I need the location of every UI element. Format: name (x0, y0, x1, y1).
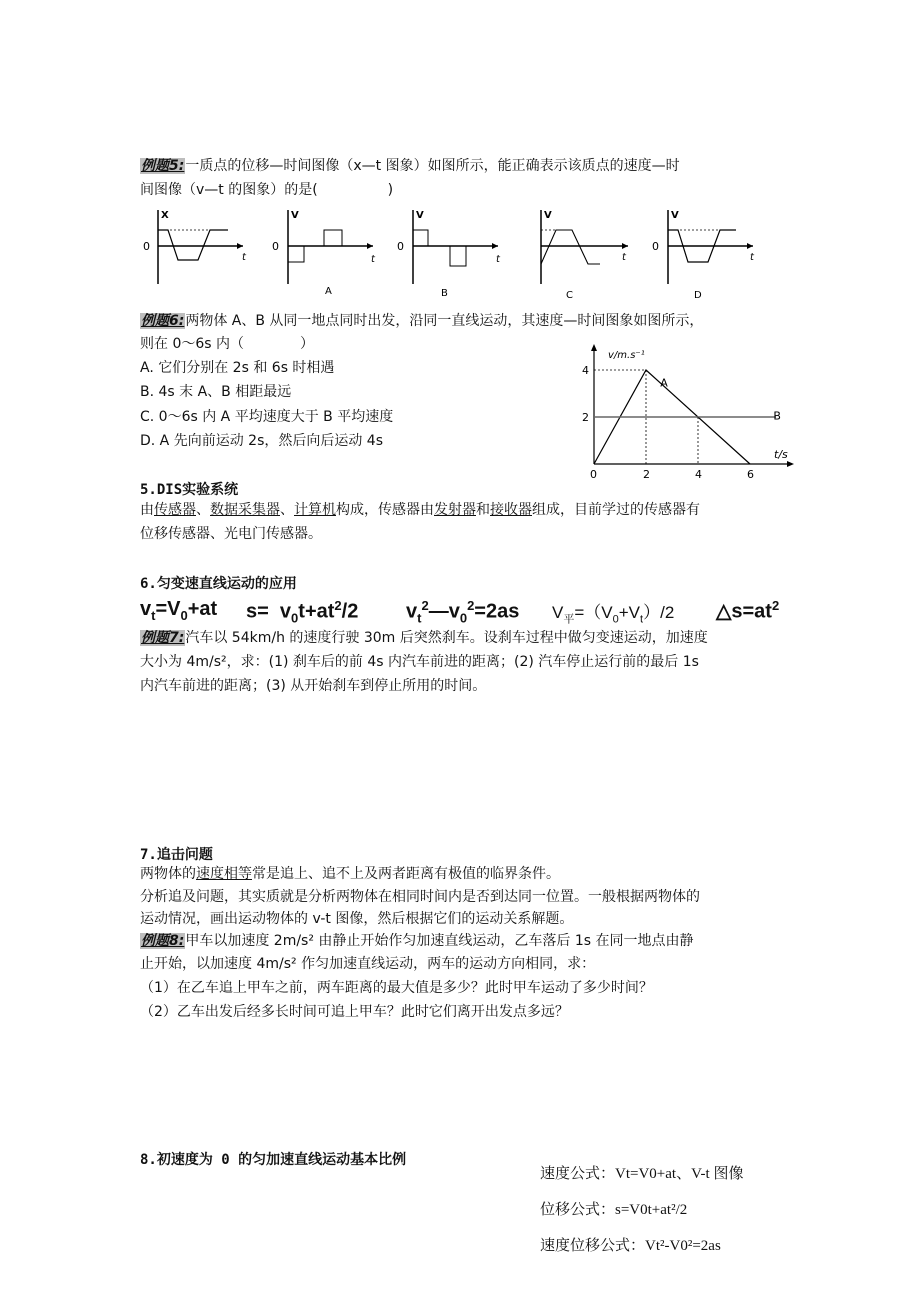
s7-line-3: 运动情况，画出运动物体的 v-t 图像，然后根据它们的运动关系解题。 (140, 911, 574, 927)
x-axis-label: t/s (774, 448, 788, 461)
svg-text:V: V (544, 210, 552, 221)
formula-5: $\triangle s=at^2$ (716, 598, 780, 623)
ex6-tag: 例题6: (141, 313, 185, 329)
s7-line-2: 分析追及问题，其实质就是分析两物体在相同时间内是否到达同一位置。一般根据两物体的 (140, 889, 700, 905)
ex8-line-2: 止开始，以加速度 4m/s² 作匀加速直线运动，两车的运动方向相同，求： (140, 956, 596, 972)
x-tick-2: 2 (643, 468, 650, 481)
y-tick-4: 4 (582, 364, 589, 377)
s6-heading: 6.匀变速直线运动的应用 (140, 576, 297, 592)
graph-d-label: D (694, 290, 702, 301)
ex6-option-d: D. A 先向前运动 2s，然后向后运动 4s (140, 433, 384, 449)
ex7-line-2: 大小为 4m/s²，求：(1) 刹车后的前 4s 内汽车前进的距离；(2) 汽车停止运行前的最后 1s (140, 654, 699, 670)
x-tick-0: 0 (590, 468, 597, 481)
graph-a (272, 210, 376, 297)
ex7-line-3: 内汽车前进的距离；(3) 从开始刹车到停止所用的时间。 (140, 678, 487, 694)
formula-1: $v_t=V_0+at$ (140, 598, 218, 623)
term-computer: 计算机 (294, 502, 336, 518)
svg-text:t: t (622, 252, 626, 263)
ex8-line-3: （1）在乙车追上甲车之前，两车距离的最大值是多少？此时甲车运动了多少时间？ (140, 980, 653, 996)
ex5-text-1: 一质点的位移—时间图像（x—t 图象）如图所示，能正确表示该质点的速度—时 (185, 158, 680, 174)
ex8-tag: 例题8: (141, 933, 185, 949)
term-receiver: 接收器 (490, 502, 532, 518)
svg-text:0: 0 (652, 240, 659, 253)
ex8-line-4: （2）乙车出发后经多长时间可追上甲车？此时它们离开出发点多远？ (140, 1004, 569, 1020)
graph-b-label: B (441, 288, 448, 299)
graph-a-label: A (325, 286, 332, 297)
x-tick-4: 4 (695, 468, 702, 481)
s8-formula-velocity: 速度公式：Vt=V0+at、V-t 图像 (540, 1166, 744, 1182)
formula-4: $V_平=(V_0+V_t)/2$ (552, 603, 675, 626)
graph0-axis: X (161, 210, 169, 221)
graph-b (397, 210, 501, 299)
graph-x-t (143, 210, 247, 284)
ex6-text-1: 两物体 A、B 从同一地点同时出发，沿同一直线运动，其速度—时间图象如图所示， (185, 313, 704, 329)
s5-line-1: 由传感器、数据采集器、计算机构成，传感器由发射器和接收器组成，目前学过的传感器有 (140, 502, 700, 518)
vt-chart (580, 342, 800, 482)
ex6-option-a: A. 它们分别在 2s 和 6s 时相遇 (140, 360, 335, 376)
ex7-tag: 例题7: (141, 630, 185, 646)
s5-heading: 5.DIS实验系统 (140, 482, 239, 498)
s8-heading: 8.初速度为 0 的匀加速直线运动基本比例 (140, 1152, 407, 1168)
ex7-line-1: 例题7:汽车以 54km/h 的速度行驶 30m 后突然刹车。设刹车过程中做匀变速运动，加速度 (141, 630, 708, 646)
series-a-label: A (660, 376, 668, 390)
ex5-line-2: 间图像（v—t 的图象）的是( ) (140, 182, 394, 198)
svg-text:t: t (371, 254, 375, 265)
term-sensor: 传感器 (154, 502, 196, 518)
s5-line-2: 位移传感器、光电门传感器。 (140, 526, 322, 542)
graph0-t: t (242, 252, 246, 263)
graph-d (652, 210, 755, 301)
svg-text:t: t (496, 254, 500, 265)
ex6-line-1 (140, 311, 703, 331)
term-collector: 数据采集器 (210, 502, 280, 518)
ex5-line-1 (140, 156, 680, 176)
s7-line-1: 两物体的速度相等常是追上、追不上及两者距离有极值的临界条件。 (140, 866, 560, 882)
ex6-option-b: B. 4s 末 A、B 相距最远 (140, 384, 292, 400)
graph-c-label: C (566, 290, 573, 301)
svg-text:t: t (750, 252, 754, 263)
svg-text:0: 0 (272, 240, 279, 253)
s7-heading: 7.追击问题 (140, 847, 213, 863)
svg-text:V: V (416, 210, 424, 221)
graph0-zero: 0 (143, 240, 150, 253)
svg-text:0: 0 (397, 240, 404, 253)
graph-c (541, 210, 628, 301)
ex5-tag: 例题5: (141, 158, 185, 174)
term-transmitter: 发射器 (434, 502, 476, 518)
s8-formula-velocity-displacement: 速度位移公式：Vt²-V0²=2as (540, 1238, 721, 1254)
svg-text:V: V (291, 210, 299, 221)
term-equal-speed: 速度相等 (196, 866, 252, 882)
formula-3: $v_t^2—v_0^2=2as$ (406, 598, 520, 626)
s8-formula-displacement: 位移公式：s=V0t+at²/2 (540, 1202, 688, 1218)
ex6-line-2: 则在 0～6s 内（ ） (140, 336, 315, 352)
formula-2: $s= v_0t+at^2/2$ (246, 598, 359, 626)
svg-text:V: V (671, 210, 679, 221)
ex6-option-c: C. 0～6s 内 A 平均速度大于 B 平均速度 (140, 409, 394, 425)
y-tick-2: 2 (582, 411, 589, 424)
ex5-graphs (138, 204, 778, 304)
series-b-label: B (773, 409, 781, 423)
x-tick-6: 6 (747, 468, 754, 481)
y-axis-label: v/m.s⁻¹ (608, 350, 645, 361)
ex8-line-1: 例题8:甲车以加速度 2m/s² 由静止开始作匀加速直线运动，乙车落后 1s 在同一地点由静 (141, 933, 694, 949)
